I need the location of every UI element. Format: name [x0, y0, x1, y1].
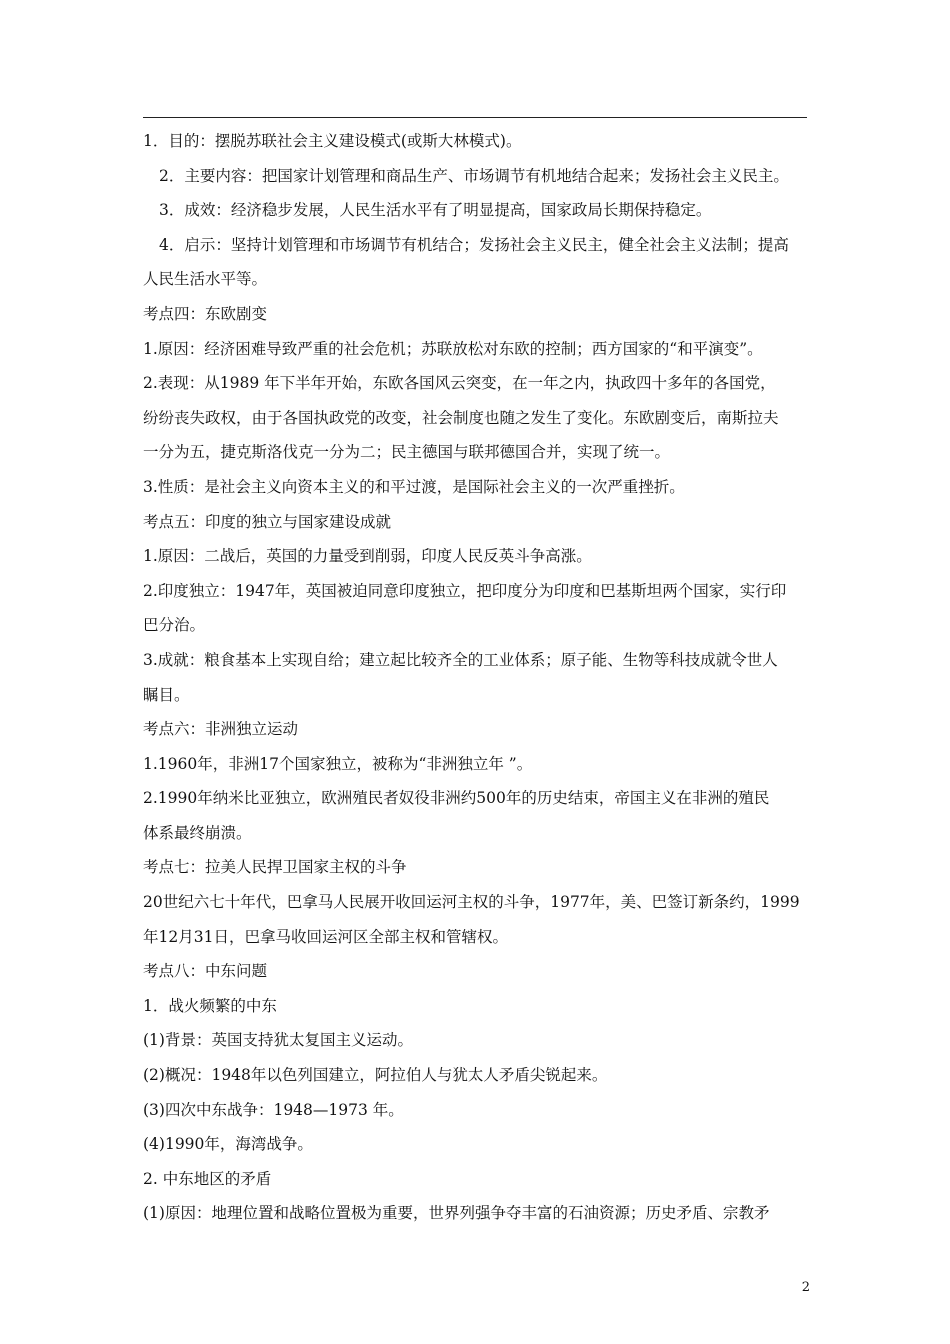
page-number: 2: [801, 1280, 810, 1295]
text-line: (4)1990年，海湾战争。: [143, 1135, 313, 1154]
text-line: 巴分治。: [143, 616, 206, 635]
text-line: 3．成效：经济稳步发展，人民生活水平有了明显提高，国家政局长期保持稳定。: [159, 201, 712, 220]
text-line: 一分为五，捷克斯洛伐克一分为二；民主德国与联邦德国合并，实现了统一。: [143, 443, 671, 462]
text-line: 2.1990年纳米比亚独立，欧洲殖民者奴役非洲约500年的历史结束，帝国主义在非洲的殖民: [143, 789, 770, 808]
section-heading: 考点五：印度的独立与国家建设成就: [143, 512, 392, 531]
section-heading: 考点六：非洲独立运动: [143, 720, 299, 739]
text-line: 纷纷丧失政权，由于各国执政党的改变，社会制度也随之发生了变化。东欧剧变后，南斯拉夫: [143, 408, 779, 427]
document-body: [143, 124, 811, 1231]
text-line: 3.性质：是社会主义向资本主义的和平过渡，是国际社会主义的一次严重挫折。: [143, 477, 685, 496]
text-line: 20世纪六七十年代，巴拿马人民展开收回运河主权的斗争，1977年，美、巴签订新条约，1999: [143, 893, 800, 912]
section-heading: 考点四：东欧剧变: [143, 304, 268, 323]
text-line: 人民生活水平等。: [143, 270, 268, 289]
text-line: 体系最终崩溃。: [143, 823, 252, 842]
text-line: 1.原因：经济困难导致严重的社会危机；苏联放松对东欧的控制；西方国家的“和平演变”。: [143, 339, 763, 358]
text-line: 1．战火频繁的中东: [143, 996, 277, 1015]
text-line: 1.原因：二战后，英国的力量受到削弱，印度人民反英斗争高涨。: [143, 547, 592, 566]
text-line: 瞩目。: [143, 685, 190, 704]
header-rule: [143, 117, 807, 118]
text-line: (2)概况：1948年以色列国建立，阿拉伯人与犹太人矛盾尖锐起来。: [143, 1066, 608, 1085]
text-line: 年12月31日，巴拿马收回运河区全部主权和管辖权。: [143, 927, 508, 946]
section-heading: 考点八：中东问题: [143, 962, 268, 981]
text-line: (1)原因：地理位置和战略位置极为重要，世界列强争夺丰富的石油资源；历史矛盾、宗教矛: [143, 1204, 770, 1223]
text-line: 1.1960年，非洲17个国家独立，被称为“非洲独立年 ”。: [143, 754, 533, 773]
text-line: 2.印度独立：1947年，英国被迫同意印度独立，把印度分为印度和巴基斯坦两个国家，实行印: [143, 581, 787, 600]
text-line: 3.成就：粮食基本上实现自给；建立起比较齐全的工业体系；原子能、生物等科技成就令世人: [143, 650, 778, 669]
text-line: 2. 中东地区的矛盾: [143, 1169, 272, 1188]
section-heading: 考点七：拉美人民捍卫国家主权的斗争: [143, 858, 407, 877]
text-line: 2.表现：从1989 年下半年开始，东欧各国风云突变，在一年之内，执政四十多年的各国党，: [143, 374, 776, 393]
text-line: 2．主要内容：把国家计划管理和商品生产、市场调节有机地结合起来；发扬社会主义民主。: [159, 166, 789, 185]
text-line: (3)四次中东战争：1948—1973 年。: [143, 1100, 404, 1119]
text-line: (1)背景：英国支持犹太复国主义运动。: [143, 1031, 413, 1050]
text-line: 1．目的：摆脱苏联社会主义建设模式(或斯大林模式)。: [143, 132, 522, 150]
text-line: 4．启示：坚持计划管理和市场调节有机结合；发扬社会主义民主，健全社会主义法制；提高: [159, 235, 789, 254]
